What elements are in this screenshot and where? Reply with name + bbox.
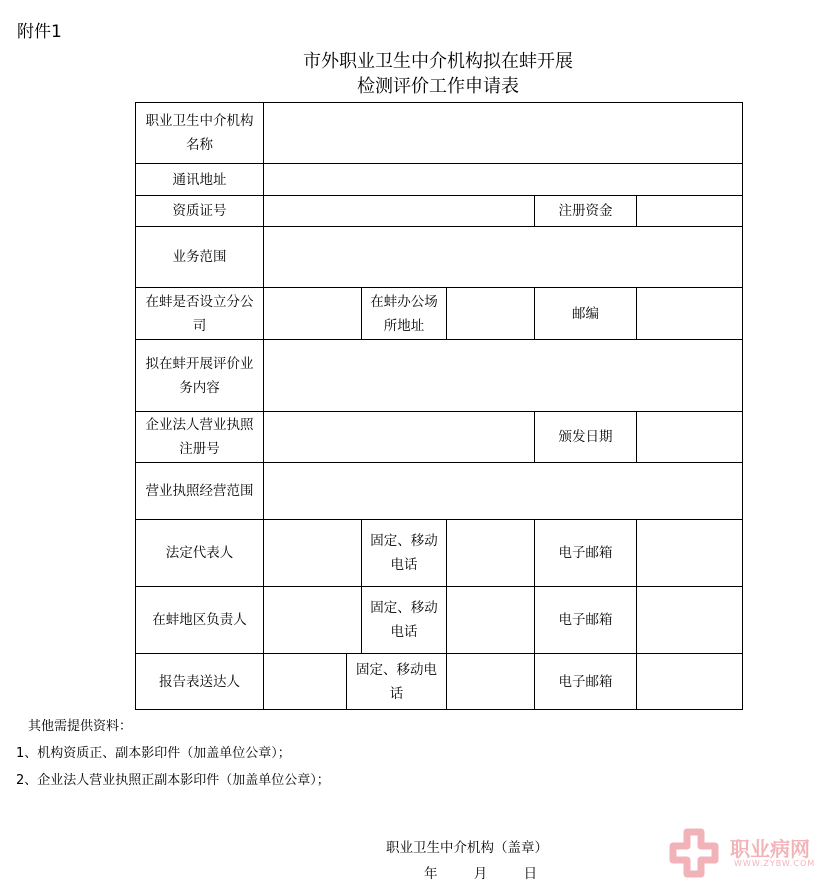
notes-heading: 其他需提供资料： — [28, 719, 133, 734]
business-scope-label: 业务范围 — [136, 227, 264, 288]
report-courier-email-label: 电子邮箱 — [535, 654, 637, 710]
attachment-label: 附件1 — [17, 22, 62, 42]
license-no-field[interactable] — [264, 412, 535, 463]
local-manager-label: 在蚌地区负责人 — [136, 587, 264, 654]
org-seal-line: 职业卫生中介机构（盖章） — [386, 840, 548, 856]
registered-capital-field[interactable] — [637, 196, 743, 227]
address-label: 通讯地址 — [136, 164, 264, 196]
registered-capital-label: 注册资金 — [535, 196, 637, 227]
qualification-no-field[interactable] — [264, 196, 535, 227]
address-field[interactable] — [264, 164, 743, 196]
postcode-field[interactable] — [637, 288, 743, 340]
license-scope-label: 营业执照经营范围 — [136, 463, 264, 520]
branch-field[interactable] — [264, 288, 362, 340]
legal-rep-phone-field[interactable] — [447, 520, 535, 587]
application-form-table — [135, 102, 743, 710]
report-courier-email-field[interactable] — [637, 654, 743, 710]
business-scope-field[interactable] — [264, 227, 743, 288]
report-courier-phone-label: 固定、移动电话 — [347, 654, 447, 710]
local-manager-phone-field[interactable] — [447, 587, 535, 654]
report-courier-field[interactable] — [264, 654, 347, 710]
local-manager-phone-label: 固定、移动电话 — [362, 587, 447, 654]
form-title-line2: 检测评价工作申请表 — [357, 76, 519, 97]
watermark-text: 职业病网 — [730, 837, 810, 861]
notes-item: 2、企业法人营业执照正副本影印件（加盖单位公章）； — [16, 773, 330, 788]
watermark-url: WWW.ZYBW.COM — [734, 859, 816, 868]
legal-rep-field[interactable] — [264, 520, 362, 587]
notes-section — [16, 713, 330, 794]
license-scope-field[interactable] — [264, 463, 743, 520]
local-manager-field[interactable] — [264, 587, 362, 654]
legal-rep-email-field[interactable] — [637, 520, 743, 587]
local-manager-email-field[interactable] — [637, 587, 743, 654]
office-address-label: 在蚌办公场所地址 — [362, 288, 447, 340]
legal-rep-label: 法定代表人 — [136, 520, 264, 587]
report-courier-phone-field[interactable] — [447, 654, 535, 710]
postcode-label: 邮编 — [535, 288, 637, 340]
legal-rep-phone-label: 固定、移动电话 — [362, 520, 447, 587]
branch-label: 在蚌是否设立分公司 — [136, 288, 264, 340]
org-name-label: 职业卫生中介机构名称 — [136, 103, 264, 164]
form-title-line1: 市外职业卫生中介机构拟在蚌开展 — [303, 51, 573, 72]
legal-rep-email-label: 电子邮箱 — [535, 520, 637, 587]
notes-item: 1、机构资质正、副本影印件（加盖单位公章）； — [16, 746, 291, 761]
issue-date-label: 颁发日期 — [535, 412, 637, 463]
qualification-no-label: 资质证号 — [136, 196, 264, 227]
office-address-field[interactable] — [447, 288, 535, 340]
local-manager-email-label: 电子邮箱 — [535, 587, 637, 654]
planned-content-field[interactable] — [264, 340, 743, 412]
date-line: 年 月 日 — [424, 866, 538, 882]
license-no-label: 企业法人营业执照注册号 — [136, 412, 264, 463]
org-name-field[interactable] — [264, 103, 743, 164]
report-courier-label: 报告表送达人 — [136, 654, 264, 710]
issue-date-field[interactable] — [637, 412, 743, 463]
planned-content-label: 拟在蚌开展评价业务内容 — [136, 340, 264, 412]
